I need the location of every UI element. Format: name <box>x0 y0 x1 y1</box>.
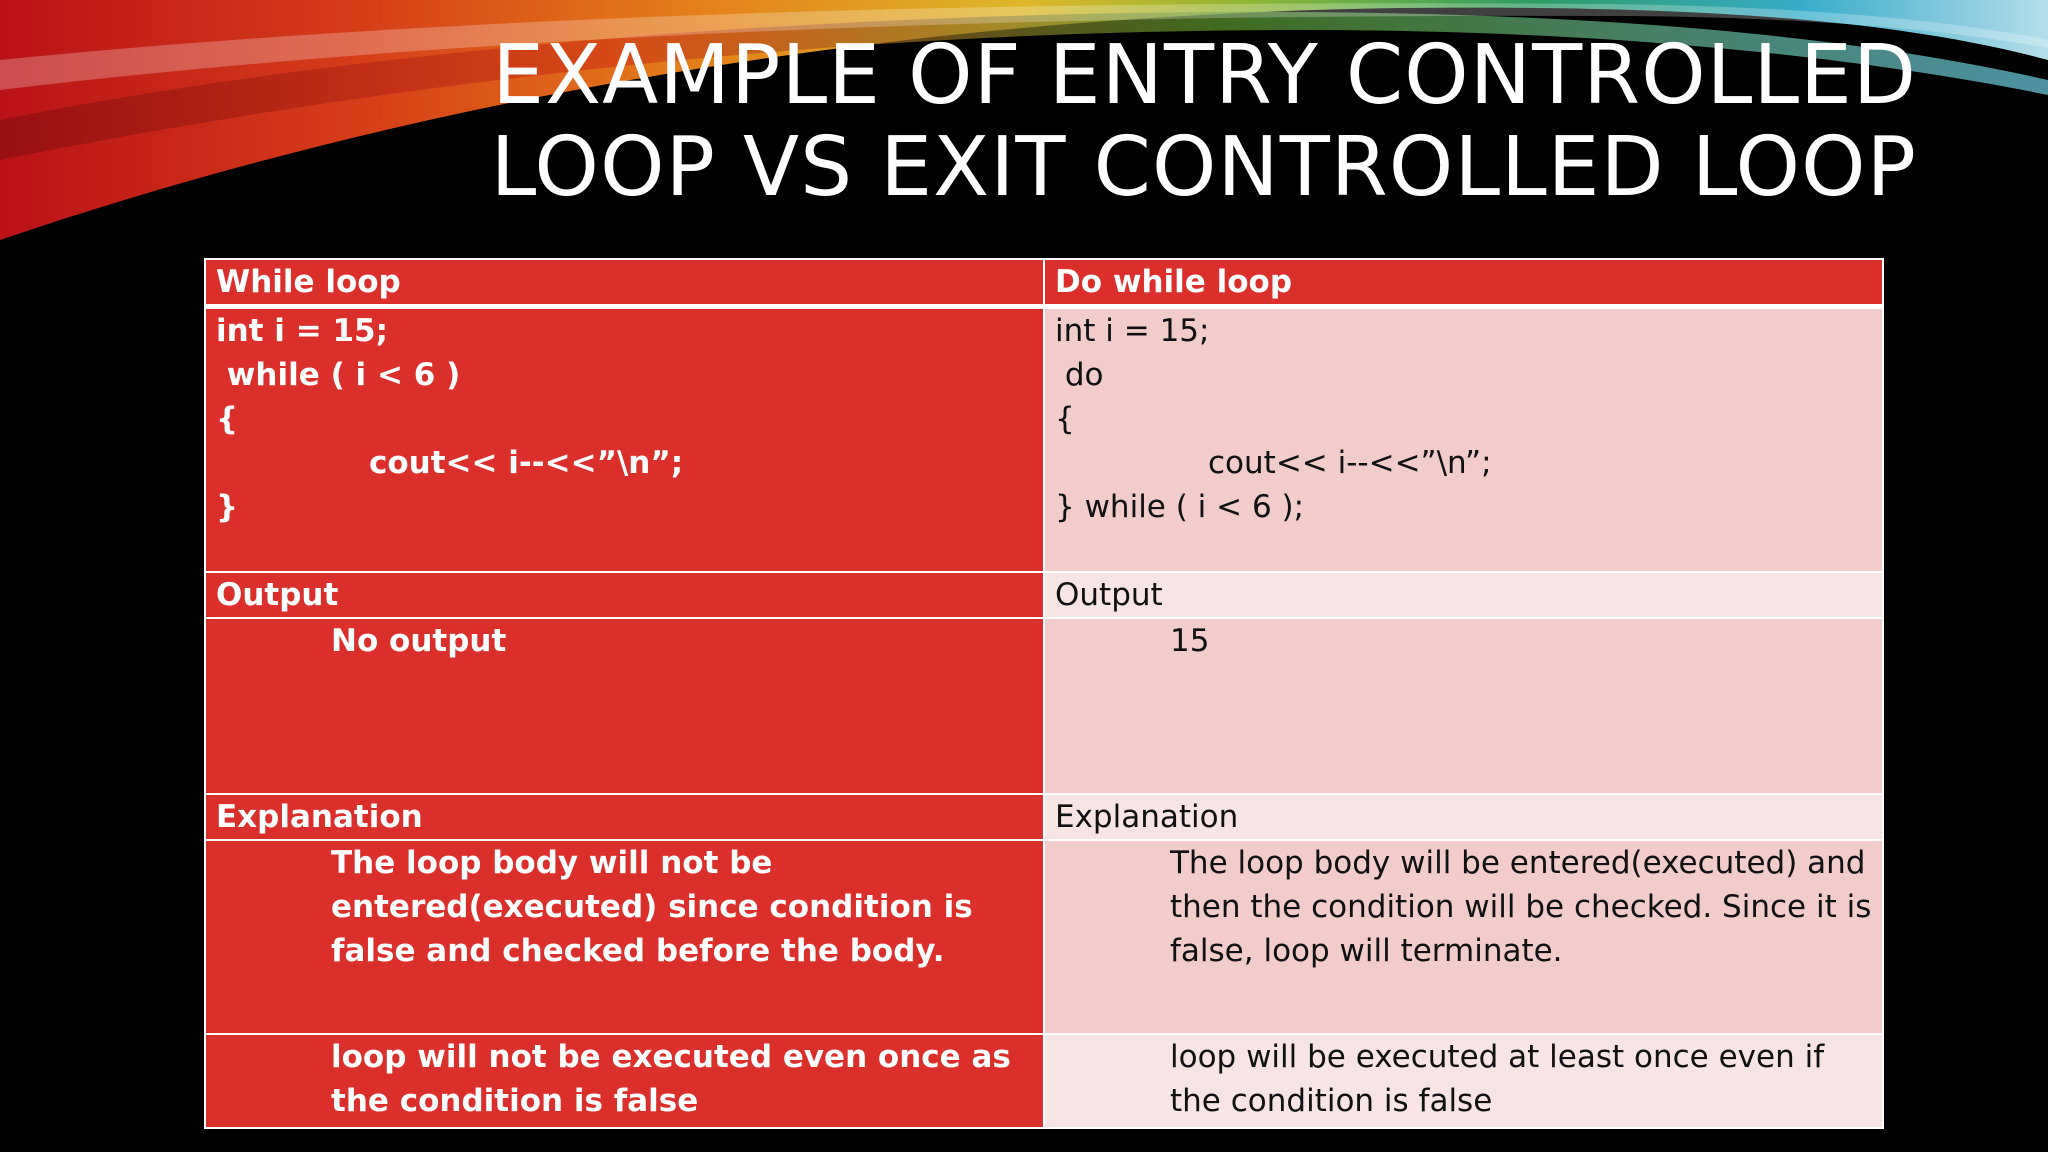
code-line: } <box>216 489 239 525</box>
code-row <box>205 307 1883 573</box>
summary-row <box>205 1034 1883 1128</box>
code-line: { <box>1055 401 1075 437</box>
explanation-text-right: The loop body will be entered(executed) and then the condition will be checked. Since it is false, loop will terminate. <box>1044 840 1883 1034</box>
output-value-left: No output <box>205 618 1044 794</box>
explanation-text-row <box>205 840 1883 1034</box>
code-line: while ( i < 6 ) <box>216 357 461 393</box>
explanation-label-row <box>205 794 1883 840</box>
code-line: } while ( i < 6 ); <box>1055 489 1305 525</box>
explanation-label-right: Explanation <box>1044 794 1883 840</box>
code-line: cout<< i--<<”\n”; <box>369 445 684 481</box>
title-line-2: LOOP VS EXIT CONTROLLED LOOP <box>490 120 1917 215</box>
output-value-right: 15 <box>1044 618 1883 794</box>
while-loop-code <box>205 307 1044 573</box>
code-line: int i = 15; <box>216 313 389 349</box>
do-while-loop-code <box>1044 307 1883 573</box>
header-do-while-loop: Do while loop <box>1044 259 1883 307</box>
comparison-table <box>204 258 1884 1129</box>
summary-left: loop will not be executed even once as the condition is false <box>205 1034 1044 1128</box>
title-line-1: EXAMPLE OF ENTRY CONTROLLED <box>492 28 1917 123</box>
explanation-text-left: The loop body will not be entered(executed) since condition is false and checked before the body. <box>205 840 1044 1034</box>
summary-right: loop will be executed at least once even if the condition is false <box>1044 1034 1883 1128</box>
code-line: int i = 15; <box>1055 313 1210 349</box>
header-while-loop: While loop <box>205 259 1044 307</box>
code-line: { <box>216 401 239 437</box>
explanation-label-left: Explanation <box>205 794 1044 840</box>
code-line: cout<< i--<<”\n”; <box>1208 445 1492 481</box>
output-label-right: Output <box>1044 572 1883 618</box>
slide-title <box>467 30 1917 214</box>
output-value-row <box>205 618 1883 794</box>
output-label-row <box>205 572 1883 618</box>
output-label-left: Output <box>205 572 1044 618</box>
code-line: do <box>1055 357 1104 393</box>
table-header-row <box>205 259 1883 307</box>
